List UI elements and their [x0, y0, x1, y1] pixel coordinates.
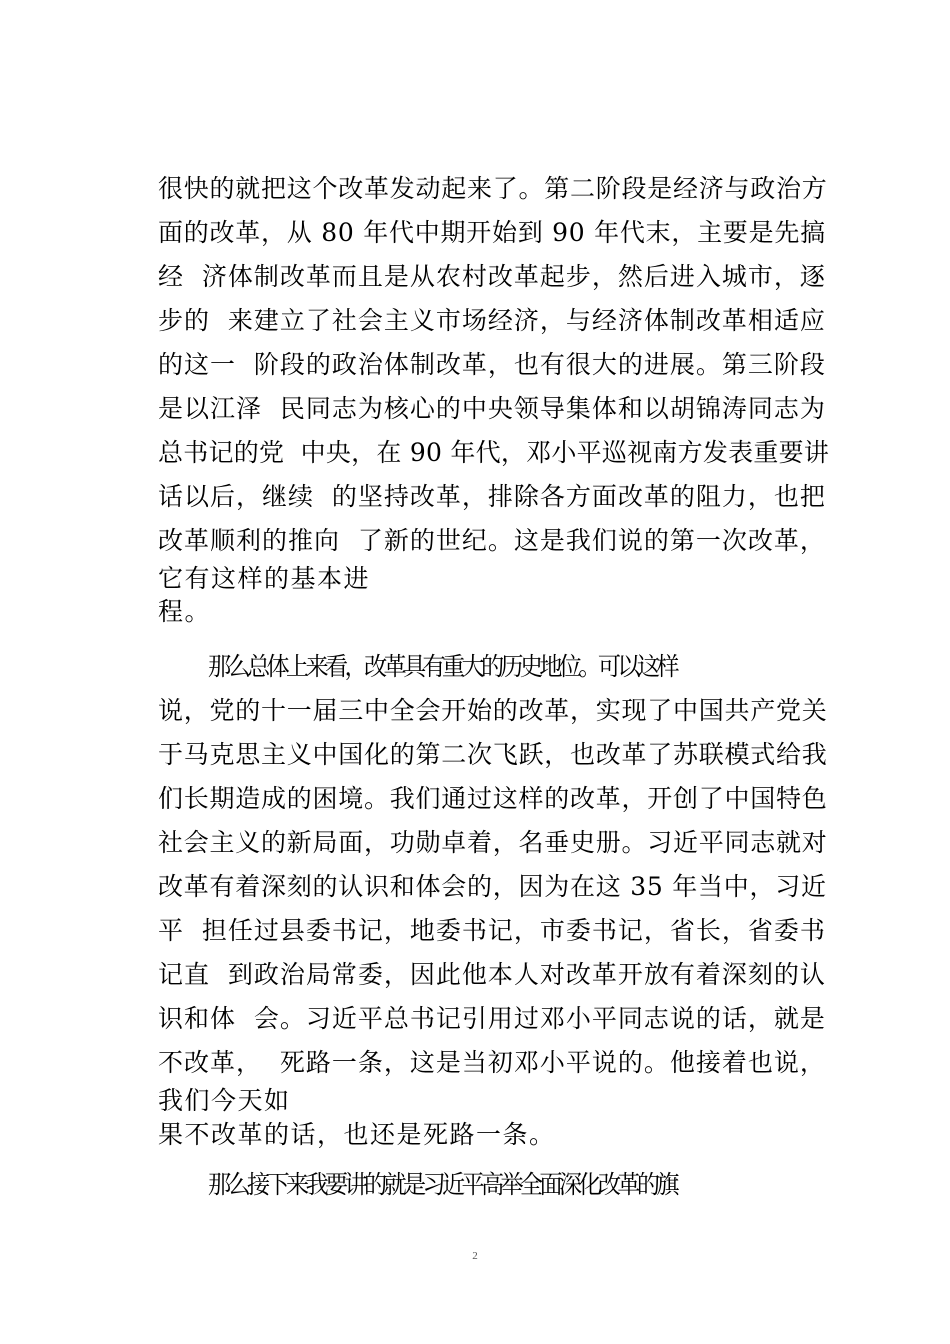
- text-line: 识和体 会。习近平总书记引用过邓小平同志说的话，就是: [158, 1004, 826, 1033]
- text-line: 那么总体上来看，改革具有重大的历史地位。可以这样: [208, 652, 676, 681]
- text-line: 记直 到政治局常委，因此他本人对改革开放有着深刻的认: [158, 960, 826, 989]
- text-line: 社会主义的新局面，功勋卓着，名垂史册。习近平同志就对: [158, 828, 828, 857]
- text-line: 于马克思主义中国化的第二次飞跃，也改革了苏联模式给我: [158, 740, 828, 769]
- text-line: 们长期造成的困境。我们通过这样的改革，开创了中国特色: [158, 784, 828, 813]
- text-line: 步的 来建立了社会主义市场经济，与经济体制改革相适应: [158, 306, 826, 335]
- text-line: 我们今天如: [158, 1086, 291, 1115]
- text-line: 果不改革的话，也还是死路一条。: [158, 1120, 556, 1149]
- text-line: 总书记的党 中央，在 90 年代，邓小平巡视南方发表重要讲: [158, 438, 830, 467]
- text-line: 改革顺利的推向 了新的世纪。这是我们说的第一次改革，: [158, 526, 826, 555]
- text-line: 它有这样的基本进: [158, 564, 371, 593]
- text-line: 说，党的十一届三中全会开始的改革，实现了中国共产党关: [158, 696, 828, 725]
- text-line: 经 济体制改革而且是从农村改革起步，然后进入城市，逐: [158, 262, 826, 291]
- text-line: 那么接下来我要讲的就是习近平高举全面深化改革的旗: [208, 1170, 676, 1199]
- text-line: 改革有着深刻的认识和体会的，因为在这 35 年当中，习近: [158, 872, 827, 901]
- text-line: 话以后，继续 的坚持改革，排除各方面改革的阻力，也把: [158, 482, 826, 511]
- text-line: 面的改革，从 80 年代中期开始到 90 年代末，主要是先搞: [158, 218, 826, 247]
- text-line: 不改革， 死路一条，这是当初邓小平说的。他接着也说，: [158, 1048, 826, 1077]
- page-number: 2: [472, 1250, 478, 1262]
- text-line: 很快的就把这个改革发动起来了。第二阶段是经济与政治方: [158, 174, 828, 203]
- text-line: 平 担任过县委书记，地委书记，市委书记，省长，省委书: [158, 916, 826, 945]
- text-line: 程。: [158, 597, 212, 626]
- text-line: 的这一 阶段的政治体制改革，也有很大的进展。第三阶段: [158, 350, 826, 379]
- text-line: 是以江泽 民同志为核心的中央领导集体和以胡锦涛同志为: [158, 394, 826, 423]
